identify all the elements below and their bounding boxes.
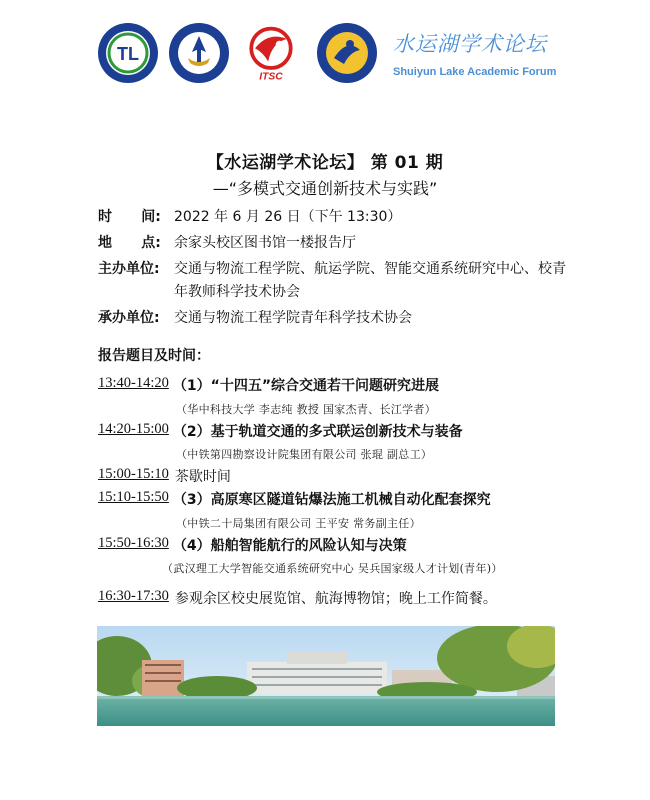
itsc-logo [240, 22, 306, 84]
info-label: 时 间: [98, 209, 161, 225]
schedule-topic: （4）船舶智能航行的风险认知与决策 [172, 538, 407, 554]
info-value: 2022 年 6 月 26 日（下午 13:30） [174, 209, 402, 225]
info-value: 余家头校区图书馆一楼报告厅 [174, 235, 356, 251]
schedule-item [98, 375, 439, 395]
schedule-speaker: （华中科技大学 李志纯 教授 国家杰青、长江学者） [176, 403, 436, 416]
schedule-time: 16:30-17:30 [98, 588, 169, 604]
schedule-item [98, 466, 231, 486]
schedule-speaker: （中铁二十局集团有限公司 王平安 常务副主任） [176, 517, 421, 530]
info-time [98, 206, 624, 229]
schedule-text: 参观余区校史展览馆、航海博物馆；晚上工作简餐。 [174, 591, 497, 607]
forum-title: 【水运湖学术论坛】 第 01 期 [206, 153, 444, 173]
campus-photo [97, 626, 555, 726]
schedule-time: 15:00-15:10 [98, 466, 169, 482]
schedule-item [98, 535, 407, 555]
brand-chinese: 水运湖学术论坛 [393, 32, 547, 56]
schedule-time: 13:40-14:20 [98, 375, 169, 391]
schedule-item [98, 588, 497, 608]
schedule-time: 15:50-16:30 [98, 535, 169, 551]
schedule-topic: （2）基于轨道交通的多式联运创新技术与装备 [172, 424, 463, 440]
schedule-item [98, 421, 463, 441]
youth-association-logo [316, 22, 378, 84]
brand-english: Shuiyun Lake Academic Forum [393, 66, 557, 78]
info-value: 交通与物流工程学院、航运学院、智能交通系统研究中心、校青年教师科学技术协会 [174, 261, 566, 300]
schedule-speaker: （中铁第四勘察设计院集团有限公司 张琨 副总工） [176, 448, 433, 461]
forum-brand [393, 28, 556, 78]
tl-logo [97, 22, 159, 84]
schedule-text: 茶歇时间 [174, 469, 231, 485]
info-host [98, 258, 574, 304]
school-of-navigation-logo [168, 22, 230, 84]
info-label: 主办单位: [98, 261, 160, 277]
schedule-topic: （3）高原寒区隧道钻爆法施工机械自动化配套探究 [172, 492, 491, 508]
schedule-time: 15:10-15:50 [98, 489, 169, 505]
info-place [98, 232, 624, 255]
tl-logo-text: TL [117, 44, 139, 64]
schedule-topic: （1）“十四五”综合交通若干问题研究进展 [172, 378, 440, 394]
info-value: 交通与物流工程学院青年科学技术协会 [174, 310, 412, 326]
forum-subtitle: —“多模式交通创新技术与实践” [212, 179, 438, 198]
schedule-speaker: （武汉理工大学智能交通系统研究中心 吴兵国家级人才计划(青年)） [162, 562, 503, 575]
info-organizer [98, 307, 624, 330]
schedule-time: 14:20-15:00 [98, 421, 169, 437]
schedule-title: 报告题目及时间： [98, 348, 210, 364]
itsc-logo-text: ITSC [259, 71, 283, 83]
schedule-item [98, 489, 491, 509]
info-label: 地 点: [98, 235, 161, 251]
info-label: 承办单位: [98, 310, 160, 326]
